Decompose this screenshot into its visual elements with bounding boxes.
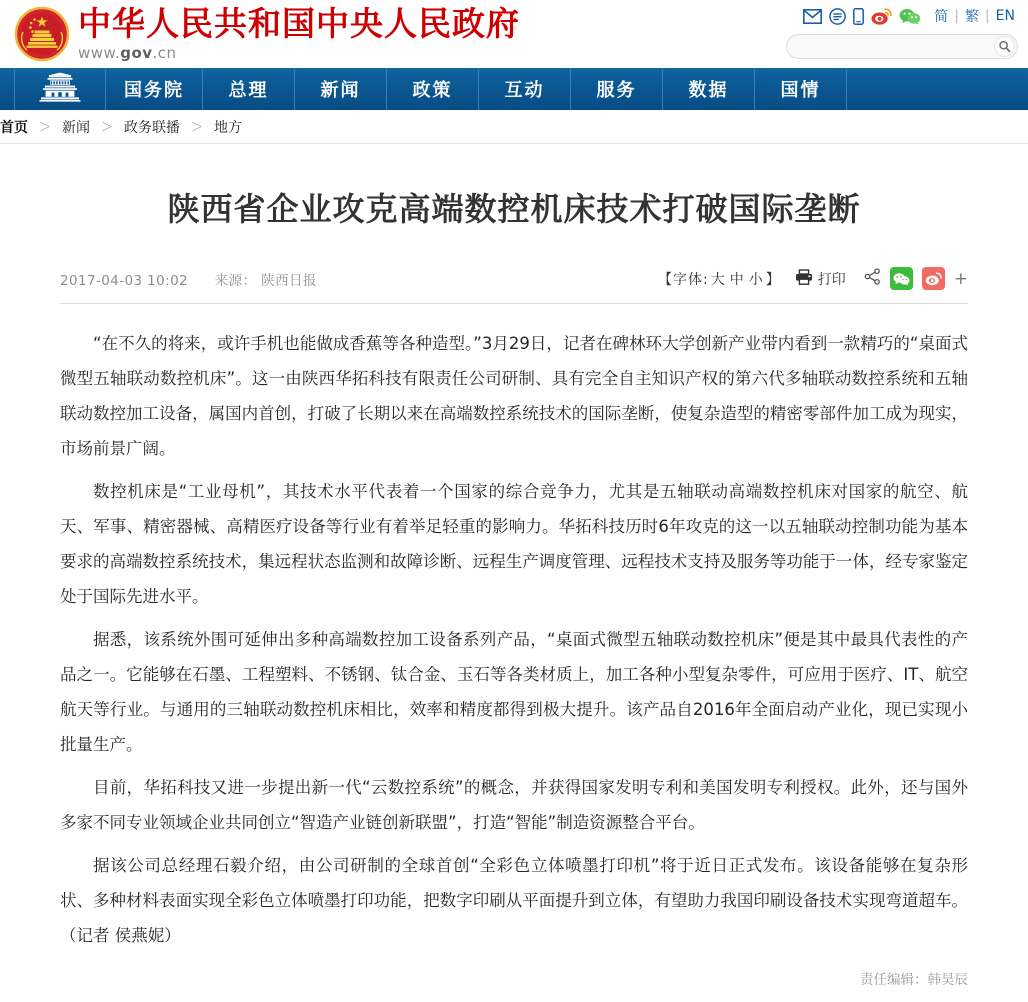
language-switcher <box>931 6 1018 26</box>
lang-separator-2: | <box>984 8 990 24</box>
search-box[interactable] <box>786 34 1018 59</box>
search-icon[interactable] <box>994 36 1015 57</box>
article-meta-bar <box>60 260 968 304</box>
nav-item-shuju[interactable]: 数据 <box>663 68 755 110</box>
printer-icon <box>795 269 813 289</box>
article-body <box>60 304 968 953</box>
breadcrumb-item-home[interactable]: 首页 <box>0 119 28 136</box>
site-url-main: www. <box>78 44 121 62</box>
site-url <box>78 44 520 62</box>
share-more-button[interactable]: + <box>953 268 968 289</box>
breadcrumb-separator: ＞ <box>101 120 114 134</box>
share-weibo-button[interactable] <box>922 267 945 290</box>
article-paragraph: “在不久的将来，或许手机也能做成香蕉等各种造型。”3月29日，记者在碑林环大学创新产业带内看到一款精巧的“桌面式微型五轴联动数控机床”。这一由陕西华拓科技有限责任公司研制、具有完全自主知识产权的第六代多轴联动数控系统和五轴联动数控加工设备，属国内首创，打破了长期以来在高端数控系统技术的国际垄断，使复杂造型的精密零部件加工成为现实，市场前景广阔。 <box>60 334 968 458</box>
nav-item-hudong[interactable]: 互动 <box>479 68 571 110</box>
print-button[interactable] <box>795 269 846 289</box>
wechat-icon[interactable] <box>899 8 921 25</box>
font-size-bracket-open: 【 <box>658 271 674 288</box>
mail-icon[interactable] <box>803 9 822 24</box>
mobile-icon[interactable] <box>853 8 864 25</box>
national-emblem <box>14 6 70 62</box>
site-header <box>0 0 1028 68</box>
site-url-tail: .cn <box>152 44 177 62</box>
article-paragraph: 据悉，该系统外围可延伸出多种高端数控加工设备系列产品，“桌面式微型五轴联动数控机床”便是其中最具代表性的产品之一。它能够在石墨、工程塑料、不锈钢、钛合金、玉石等各类材质上，加工各种小型复杂零件，可应用于医疗、IT、航空航天等行业。与通用的三轴联动数控机床相比，效率和精度都得到极大提升。该产品自2016年全面启动产业化，现已实现小批量生产。 <box>60 630 968 754</box>
article-meta-left <box>60 269 317 289</box>
search-input[interactable] <box>787 35 1017 58</box>
article-datetime: 2017-04-03 10:02 <box>60 272 189 289</box>
article-source: 陕西日报 <box>261 272 317 289</box>
site-title: 中华人民共和国中央人民政府 <box>78 4 520 43</box>
lang-separator-1: | <box>954 8 959 24</box>
breadcrumb-item-difang[interactable]: 地方 <box>214 119 243 136</box>
site-brand[interactable] <box>14 4 520 62</box>
nav-item-guowuyuan[interactable]: 国务院 <box>106 68 203 110</box>
breadcrumb-separator: ＞ <box>191 120 204 134</box>
page-title: 陕西省企业攻克高端数控机床技术打破国际垄断 <box>167 190 861 228</box>
font-size-bracket-close: 】 <box>765 271 781 288</box>
article-source-label: 来源： <box>214 272 257 289</box>
weibo-icon[interactable] <box>871 8 892 25</box>
font-size-small[interactable]: 小 <box>748 271 764 288</box>
header-utilities <box>786 4 1018 59</box>
lang-english[interactable]: EN <box>995 8 1015 24</box>
breadcrumb <box>0 110 1028 144</box>
font-size-label: 字体: <box>673 271 709 288</box>
lang-simplified[interactable]: 简 <box>934 9 949 25</box>
message-icon[interactable] <box>829 8 846 25</box>
nav-item-fuwu[interactable]: 服务 <box>571 68 663 110</box>
main-navigation <box>0 68 1028 110</box>
nav-item-home[interactable] <box>14 68 106 110</box>
article-paragraph: 数控机床是“工业母机”，其技术水平代表着一个国家的综合竞争力，尤其是五轴联动高端数控机床对国家的航空、航天、军事、精密器械、高精医疗设备等行业有着举足轻重的影响力。华拓科技历时6年攻克的这一以五轴联动控制功能为基本要求的高端数控系统技术，集远程状态监测和故障诊断、远程生产调度管理、远程技术支持及服务等功能于一体，经专家鉴定处于国际先进水平。 <box>60 482 968 606</box>
print-label: 打印 <box>817 271 846 288</box>
breadcrumb-separator: ＞ <box>39 120 52 134</box>
font-size-control <box>658 269 781 289</box>
article-paragraph: 目前，华拓科技又进一步提出新一代“云数控系统”的概念，并获得国家发明专利和美国发明专利授权。此外，还与国外多家不同专业领域企业共同创立“智造产业链创新联盟”，打造“智能”制造资源整合平台。 <box>60 778 968 832</box>
tiananmen-gate-icon <box>33 72 87 107</box>
utility-icon-row <box>786 4 1018 28</box>
nav-item-guoqing[interactable]: 国情 <box>755 68 847 110</box>
article-meta-right <box>658 267 968 290</box>
article-paragraph: 据该公司总经理石毅介绍，由公司研制的全球首创“全彩色立体喷墨打印机”将于近日正式发布。该设备能够在复杂形状、多种材料表面实现全彩色立体喷墨打印功能，把数字印刷从平面提升到立体，有望助力我国印刷设备技术实现弯道超车。（记者 侯燕妮） <box>60 856 968 945</box>
nav-item-xinwen[interactable]: 新闻 <box>295 68 387 110</box>
share-icon[interactable] <box>864 268 881 289</box>
nav-item-zhengce[interactable]: 政策 <box>387 68 479 110</box>
editor-credit: 责任编辑：韩昊辰 <box>860 972 968 988</box>
article-container <box>0 144 1028 953</box>
breadcrumb-item-zhengwulianbo[interactable]: 政务联播 <box>124 119 181 136</box>
share-group <box>864 267 968 290</box>
font-size-large[interactable]: 大 <box>710 271 726 288</box>
breadcrumb-item-news[interactable]: 新闻 <box>62 119 91 136</box>
font-size-medium[interactable]: 中 <box>729 271 745 288</box>
site-url-accent: gov <box>120 44 153 62</box>
lang-traditional[interactable]: 繁 <box>964 9 979 25</box>
share-wechat-button[interactable] <box>890 267 913 290</box>
nav-item-zongli[interactable]: 总理 <box>203 68 295 110</box>
